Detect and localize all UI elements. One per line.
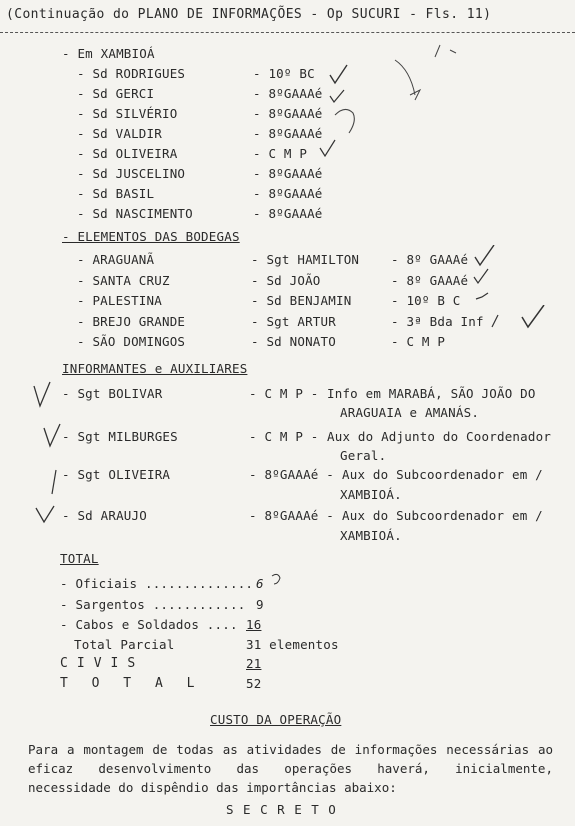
informante-name: - Sgt OLIVEIRA xyxy=(62,467,171,482)
bodega-name: - Sd JOÃO xyxy=(251,273,321,288)
informante-unit: - 8ºGAAAé - xyxy=(249,508,334,523)
informante-role: Aux do Subcoordenador em / xyxy=(342,508,543,523)
civis-value: 21 xyxy=(246,656,262,671)
oficiais-value: 6 xyxy=(256,576,264,591)
bodega-name: - Sd NONATO xyxy=(251,334,336,349)
bodega-place: - PALESTINA xyxy=(77,293,162,308)
bodega-place: - ARAGUANÃ xyxy=(77,252,155,267)
informante-role: ARAGUAIA e AMANÁS. xyxy=(340,405,480,420)
page-header: (Continuação do PLANO DE INFORMAÇÕES - Op SUCURI - Fls. 11) xyxy=(6,7,492,22)
total-title: TOTAL xyxy=(60,551,99,566)
bodega-place: - SÃO DOMINGOS xyxy=(77,334,186,349)
xambioa-name: - Sd VALDIR xyxy=(77,126,162,141)
informante-role: Aux do Adjunto do Coordenador xyxy=(327,429,552,444)
xambioa-name: - Sd RODRIGUES xyxy=(77,66,186,81)
xambioa-unit: - 8ºGAAAé xyxy=(253,106,323,121)
informante-unit: - 8ºGAAAé - xyxy=(249,467,334,482)
informante-name: - Sgt MILBURGES xyxy=(62,429,178,444)
xambioa-name: - Sd NASCIMENTO xyxy=(77,206,193,221)
bodega-place: - BREJO GRANDE xyxy=(77,314,186,329)
bodega-check-marks xyxy=(470,245,510,335)
bodega-name: - Sd BENJAMIN xyxy=(251,293,352,308)
bodega-name: - Sgt ARTUR xyxy=(251,314,336,329)
cabos-label: - Cabos e Soldados .... xyxy=(60,617,238,632)
total-label: T O T A L xyxy=(60,676,203,691)
custo-title: CUSTO DA OPERAÇÃO xyxy=(210,712,342,727)
parcial-label: Total Parcial xyxy=(74,637,175,652)
xambioa-name: - Sd BASIL xyxy=(77,186,155,201)
xambioa-unit: - 8ºGAAAé xyxy=(253,206,323,221)
xambioa-unit: - 8ºGAAAé xyxy=(253,186,323,201)
informante-name: - Sgt BOLIVAR xyxy=(62,386,163,401)
bodega-unit: - 10º B C xyxy=(391,293,461,308)
classification-stamp: S E C R E T O xyxy=(226,802,337,817)
sargentos-value: 9 xyxy=(256,597,264,612)
informantes-title: INFORMANTES e AUXILIARES xyxy=(62,361,248,376)
oficiais-label: - Oficiais .............. xyxy=(60,576,254,591)
parcial-value: 31 elementos xyxy=(246,637,339,652)
informante-role: Aux do Subcoordenador em / xyxy=(342,467,543,482)
informante-unit: - C M P - xyxy=(249,386,319,401)
handwritten-marks xyxy=(300,40,500,220)
bodega-unit: - 3ª Bda Inf xyxy=(391,314,484,329)
bodega-unit: - 8º GAAAé xyxy=(391,273,469,288)
bodega-unit: - 8º GAAAé xyxy=(391,252,469,267)
informante-role: Info em MARABÁ, SÃO JOÃO DO xyxy=(327,386,536,401)
xambioa-unit: - 8ºGAAAé xyxy=(253,166,323,181)
xambioa-name: - Sd OLIVEIRA xyxy=(77,146,178,161)
sargentos-label: - Sargentos ............ xyxy=(60,597,246,612)
xambioa-title: - Em XAMBIOÁ xyxy=(62,46,155,61)
xambioa-unit: - 8ºGAAAé xyxy=(253,126,323,141)
cabos-value: 16 xyxy=(246,617,262,632)
header-rule xyxy=(0,32,575,33)
handwritten-mark xyxy=(270,570,290,590)
bodega-name: - Sgt HAMILTON xyxy=(251,252,360,267)
total-value: 52 xyxy=(246,676,262,691)
informante-check-marks xyxy=(30,380,70,530)
xambioa-name: - Sd JUSCELINO xyxy=(77,166,186,181)
xambioa-unit: - 10º BC xyxy=(253,66,315,81)
informante-unit: - C M P - xyxy=(249,429,319,444)
informante-role: XAMBIOÁ. xyxy=(340,487,402,502)
xambioa-name: - Sd GERCI xyxy=(77,86,155,101)
informante-role: Geral. xyxy=(340,448,387,463)
custo-paragraph: Para a montagem de todas as atividades de informações necessárias ao eficaz desenvolvimento das operações haverá, inicialmente, necessidade do dispêndio das importâncias abaixo: xyxy=(28,742,553,795)
bodega-check-mark xyxy=(520,305,550,335)
bodega-place: - SANTA CRUZ xyxy=(77,273,170,288)
bodega-unit: - C M P xyxy=(391,334,446,349)
xambioa-unit: - C M P xyxy=(253,146,308,161)
xambioa-name: - Sd SILVÉRIO xyxy=(77,106,178,121)
bodegas-title: - ELEMENTOS DAS BODEGAS xyxy=(62,229,240,244)
xambioa-unit: - 8ºGAAAé xyxy=(253,86,323,101)
informante-name: - Sd ARAUJO xyxy=(62,508,147,523)
civis-label: C I V I S xyxy=(60,656,136,671)
informante-role: XAMBIOÁ. xyxy=(340,528,402,543)
